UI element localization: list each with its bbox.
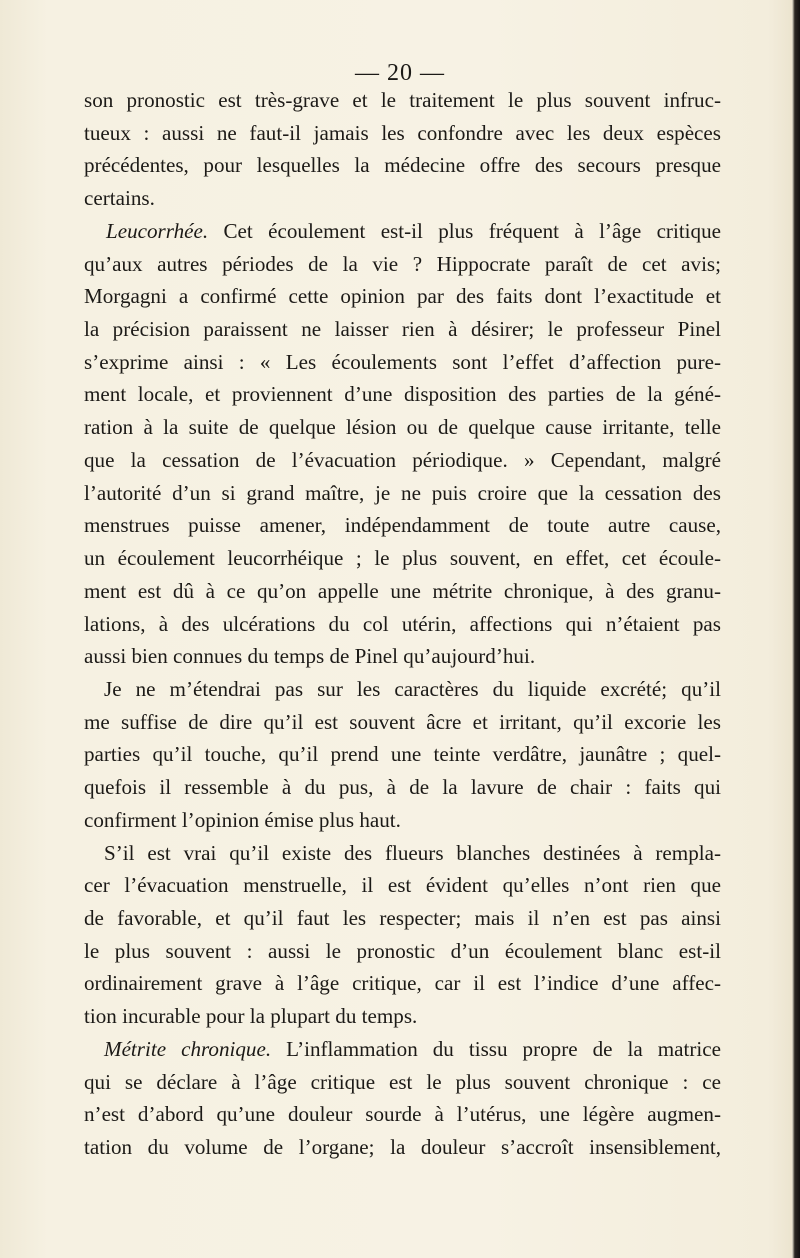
text-line: n’est d’abord qu’une douleur sourde à l’utérus, une légère augmen- — [84, 1102, 721, 1127]
text-line: S’il est vrai qu’il existe des flueurs blanches destinées à rempla- — [104, 840, 721, 865]
text-line: confirment l’opinion émise plus haut. — [84, 807, 401, 832]
text-line: ment est dû à ce qu’on appelle une métrite chronique, à des granu- — [84, 578, 721, 603]
text-line — [84, 215, 721, 248]
text-line: quefois il ressemble à du pus, à de la lavure de chair : faits qui — [84, 775, 721, 800]
text-line: précédentes, pour lesquelles la médecine offre des secours presque — [84, 153, 721, 178]
text-line: me suffise de dire qu’il est souvent âcre et irritant, qu’il excorie les — [84, 709, 721, 734]
text-line: tueux : aussi ne faut-il jamais les confondre avec les deux espèces — [84, 120, 721, 145]
text-line: de favorable, et qu’il faut les respecter; mais il n’en est pas ainsi — [84, 905, 721, 930]
text-line: aussi bien connues du temps de Pinel qu’aujourd’hui. — [84, 644, 536, 669]
text-line: un écoulement leucorrhéique ; le plus souvent, en effet, cet écoule- — [84, 546, 721, 571]
page-edge-shadow — [792, 0, 800, 1258]
text-line: Morgagni a confirmé cette opinion par des faits dont l’exactitude et — [84, 284, 721, 309]
page-number: — 20 — — [355, 60, 445, 86]
text-line: la précision paraissent ne laisser rien à désirer; le professeur Pinel — [84, 317, 721, 342]
text-line: l’autorité d’un si grand maître, je ne puis croire que la cessation des — [84, 480, 721, 505]
text-line: tation du volume de l’organe; la douleur s’accroît insensiblement, — [84, 1135, 721, 1159]
text-line: parties qu’il touche, qu’il prend une teinte verdâtre, jaunâtre ; quel- — [84, 742, 721, 767]
text-line: certains. — [84, 186, 155, 211]
text-line: menstrues puisse amener, indépendamment de toute autre cause, — [84, 513, 721, 538]
text-line-rest: L’inflammation du tissu propre de la matrice — [271, 1036, 721, 1061]
section-heading-leucorrhee: Leucorrhée. — [106, 218, 209, 243]
section-heading-metrite: Métrite chronique. — [104, 1036, 272, 1061]
text-line: s’exprime ainsi : « Les écoulements sont l’effet d’affection pure- — [84, 349, 721, 374]
text-line: lations, à des ulcérations du col utérin, affections qui n’étaient pas — [84, 611, 721, 636]
text-line: qu’aux autres périodes de la vie ? Hippocrate paraît de cet avis; — [84, 251, 721, 276]
text-line: ment locale, et proviennent d’une disposition des parties de la géné- — [84, 382, 721, 407]
text-line: son pronostic est très-grave et le traitement le plus souvent infruc- — [84, 88, 721, 112]
text-line: Je ne m’étendrai pas sur les caractères du liquide excrété; qu’il — [104, 676, 721, 701]
text-line: cer l’évacuation menstruelle, il est évident qu’elles n’ont rien que — [84, 873, 721, 898]
text-line: ordinairement grave à l’âge critique, car il est l’indice d’une affec- — [84, 971, 721, 996]
text-line: que la cessation de l’évacuation périodique. » Cependant, malgré — [84, 447, 721, 472]
text-line-rest: Cet écoulement est-il plus fréquent à l’âge critique — [208, 218, 721, 243]
text-line: qui se déclare à l’âge critique est le plus souvent chronique : ce — [84, 1069, 721, 1094]
text-line: ration à la suite de quelque lésion ou de quelque cause irritante, telle — [84, 415, 721, 440]
text-line: tion incurable pour la plupart du temps. — [84, 1004, 418, 1029]
body-text — [84, 84, 721, 1164]
text-line: le plus souvent : aussi le pronostic d’un écoulement blanc est-il — [84, 938, 721, 963]
text-line — [84, 1033, 721, 1066]
